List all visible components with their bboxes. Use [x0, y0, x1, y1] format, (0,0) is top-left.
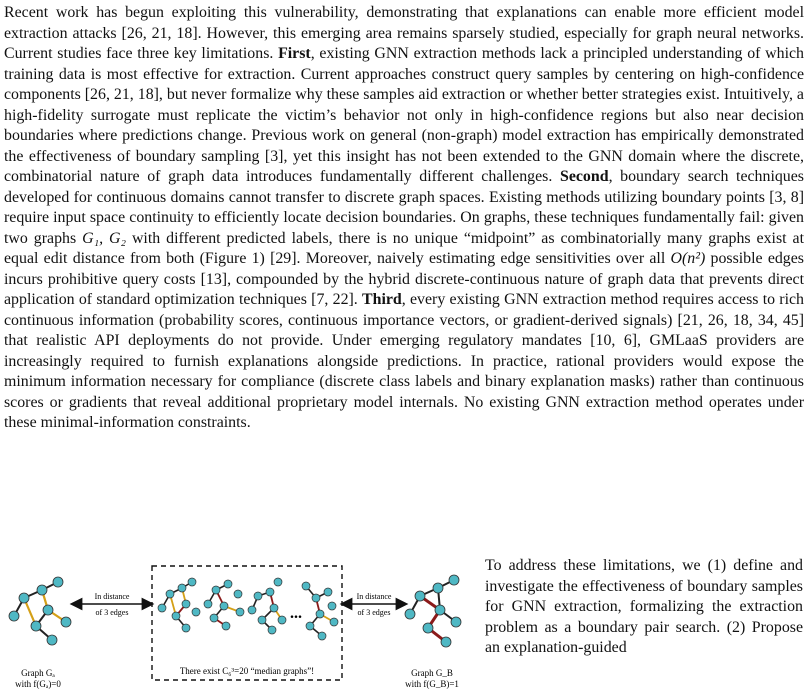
math-big-o: O(n²) [670, 250, 706, 267]
text-run-1: Recent work has begun exploiting this vulnerability, demonstrating that explanations can enable more efficient model extraction attacks [26, 21, 18]. However, this emerging area remains sparsely studied, especially for graph neural networks. Current studies face three key limitations. [4, 4, 804, 62]
graph-b-sublabel: with f(G_B)=1 [405, 679, 459, 689]
ellipsis: ... [290, 605, 302, 622]
figure-svg [0, 552, 462, 692]
first-label: First [278, 45, 311, 62]
graph-a-sublabel: with f(Gₐ)=0 [15, 679, 61, 689]
median-graph-1 [158, 578, 200, 632]
text-run-6: , every existing GNN extraction method requires access to rich continuous information (probability scores, continuous importance vectors, or gradient-derived signals) [21, 26, 18, 34, 45] that realistic API deployments do not provide. Under emerging regulatory mandates [10, 6], GMLaaS providers are increasingly required to furnish explanations alongside predictions. In practice, rational providers would expose the minimum information necessary for compliance (discrete class labels and binary explanation masks) rather than continuous scores or gradients that reveal additional proprietary model internals. No existing GNN extraction method operates under these minimal-information constraints. [4, 291, 805, 431]
text-run-5: possible edges incurs prohibitive query costs [13], compounded by the hybrid discrete-continuous nature of graph data that prevents direct application of standard optimization techniques [7, 22]. [4, 250, 804, 308]
graph-a [9, 577, 71, 645]
median-graph-3 [248, 578, 286, 634]
third-label: Third [362, 291, 402, 308]
text-run-4: with different predicted labels, there is no unique “midpoint” as combinatorially many graphs exist at equal edit distance from both (Figure 1) [29]. Moreover, naively estimating edge sensitivities over all [4, 229, 804, 267]
graph-b [405, 575, 461, 647]
text-run-3: , boundary search techniques developed for continuous domains cannot transfer to discrete graph spaces. Existing methods utilizing boundary points [3, 8] require input space continuity to efficiently locate decision boundaries. On graphs, these techniques fundamentally fail: given two graphs [4, 168, 804, 247]
graph-b-label: Graph G_B [411, 668, 453, 678]
left-arrow-label-1: In distance [94, 592, 130, 601]
second-label: Second [559, 168, 609, 185]
text-run-2: , existing GNN extraction methods lack a principled understanding of which training data is most effective for extraction. Current approaches construct query samples by centering on high-confidence components [26, 21, 18], but never formalize why these samples aid extraction or whether better strategies exist. Intuitively, a high-fidelity surrogate must replicate the victim’s behavior not only in high-confidence regions but also near decision boundaries where predictions change. Previous work on general (non-graph) model extraction has empirically demonstrated the effectiveness of boundary sampling [3], yet this insight has not been extended to the GNN domain where the discrete, combinatorial nature of graph data introduces fundamentally different challenges. [4, 45, 804, 185]
math-g1-g2: G₁, G₂ [82, 229, 127, 247]
graph-a-label: Graph Gₐ [21, 668, 55, 678]
right-arrow-label-2: of 3 edges [357, 608, 391, 617]
median-graph-4 [302, 582, 338, 640]
median-graph-2 [204, 580, 244, 630]
median-caption: There exist C₆³=20 “median graphs”! [179, 666, 315, 676]
body-paragraph [4, 3, 804, 434]
side-paragraph: To address these limitations, we (1) define and investigate the effectiveness of boundary samples for GNN extraction, formalizing the extraction problem as a boundary pair search. (2) Propose an explanation-guided [485, 557, 803, 656]
left-arrow-label-2: of 3 edges [95, 608, 129, 617]
right-arrow-label-1: In distance [356, 592, 392, 601]
figure-1 [0, 552, 462, 692]
